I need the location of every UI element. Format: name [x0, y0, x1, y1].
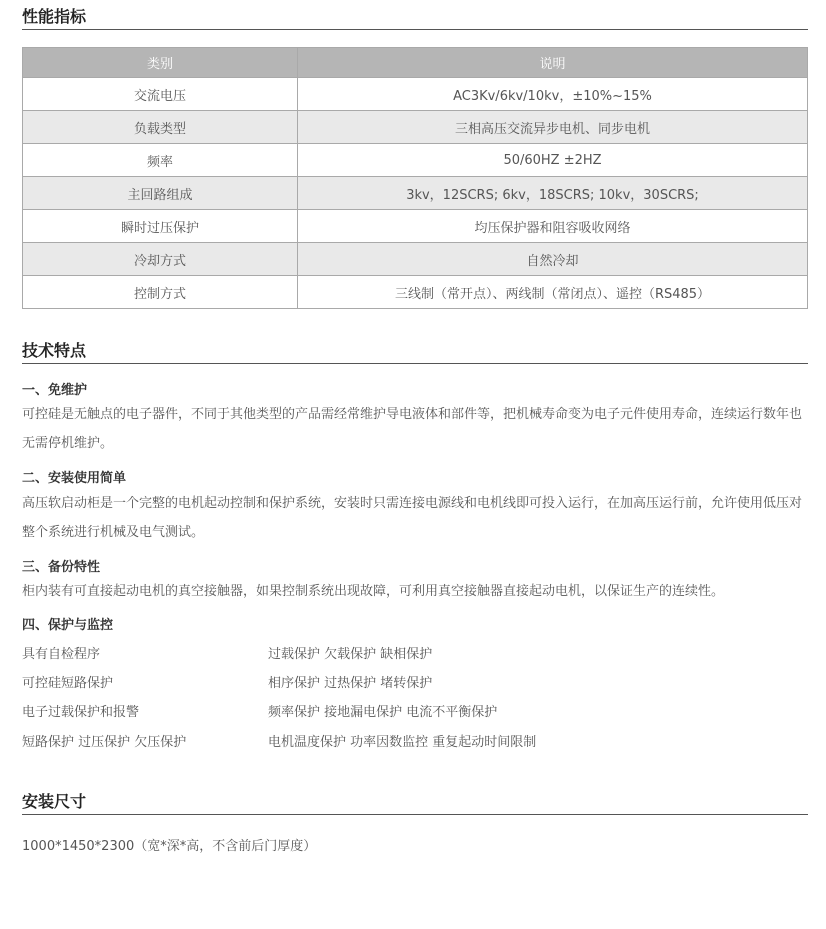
protection-right: 过载保护 欠载保护 缺相保护 [268, 647, 433, 662]
performance-section-title [22, 2, 808, 30]
table-row [23, 177, 808, 210]
protection-left: 具有自检程序 [22, 647, 101, 662]
install-section-title [22, 787, 808, 815]
feature-4-heading: 四、保护与监控 [22, 618, 114, 633]
table-header-row [23, 48, 808, 78]
performance-title: 性能指标 [22, 7, 87, 26]
protection-left: 可控硅短路保护 [22, 676, 114, 691]
table-cell-category: 瞬时过压保护 [23, 210, 298, 243]
table-cell-value: 3kv，12SCRS; 6kv，18SCRS; 10kv，30SCRS; [298, 177, 808, 210]
feature-3-text: 柜内装有可直接起动电机的真空接触器，如果控制系统出现故障，可利用真空接触器直接起动电机，以保证生产的连续性。 [22, 584, 725, 599]
table-cell-value: 三线制（常开点）、两线制（常闭点）、遥控（RS485） [298, 276, 808, 309]
install-dimensions: 1000*1450*2300（宽*深*高，不含前后门厚度） [22, 839, 317, 854]
features-title: 技术特点 [22, 341, 87, 360]
protection-right: 电机温度保护 功率因数监控 重复起动时间限制 [268, 735, 537, 750]
table-cell-value: 50/60HZ ±2HZ [298, 144, 808, 177]
feature-1-heading: 一、免维护 [22, 383, 88, 398]
protection-left: 电子过载保护和报警 [22, 705, 140, 720]
table-cell-value: 自然冷却 [298, 243, 808, 276]
table-row [23, 144, 808, 177]
features-section-title [22, 336, 808, 364]
header-category: 类别 [23, 48, 298, 78]
protection-left: 短路保护 过压保护 欠压保护 [22, 735, 187, 750]
feature-2-text: 高压软启动柜是一个完整的电机起动控制和保护系统，安装时只需连接电源线和电机线即可投入运行，在加高压运行前，允许使用低压对整个系统进行机械及电气测试。 [22, 496, 803, 540]
table-cell-category: 冷却方式 [23, 243, 298, 276]
table-cell-value: 三相高压交流异步电机、同步电机 [298, 111, 808, 144]
table-cell-category: 控制方式 [23, 276, 298, 309]
table-cell-category: 频率 [23, 144, 298, 177]
feature-3-heading: 三、备份特性 [22, 560, 101, 575]
table-cell-category: 负载类型 [23, 111, 298, 144]
performance-table [22, 47, 808, 309]
table-row [23, 111, 808, 144]
feature-2-heading: 二、安装使用简单 [22, 471, 127, 486]
protection-right: 相序保护 过热保护 堵转保护 [268, 676, 433, 691]
feature-1-text: 可控硅是无触点的电子器件，不同于其他类型的产品需经常维护导电液体和部件等，把机械寿命变为电子元件使用寿命，连续运行数年也无需停机维护。 [22, 407, 803, 451]
table-cell-category: 主回路组成 [23, 177, 298, 210]
table-cell-category: 交流电压 [23, 78, 298, 111]
install-title: 安装尺寸 [22, 792, 87, 811]
header-description: 说明 [298, 48, 808, 78]
table-row [23, 276, 808, 309]
table-row [23, 210, 808, 243]
table-cell-value: AC3Kv/6kv/10kv，±10%~15% [298, 78, 808, 111]
table-row [23, 243, 808, 276]
table-cell-value: 均压保护器和阻容吸收网络 [298, 210, 808, 243]
table-row [23, 78, 808, 111]
protection-right: 频率保护 接地漏电保护 电流不平衡保护 [268, 705, 498, 720]
